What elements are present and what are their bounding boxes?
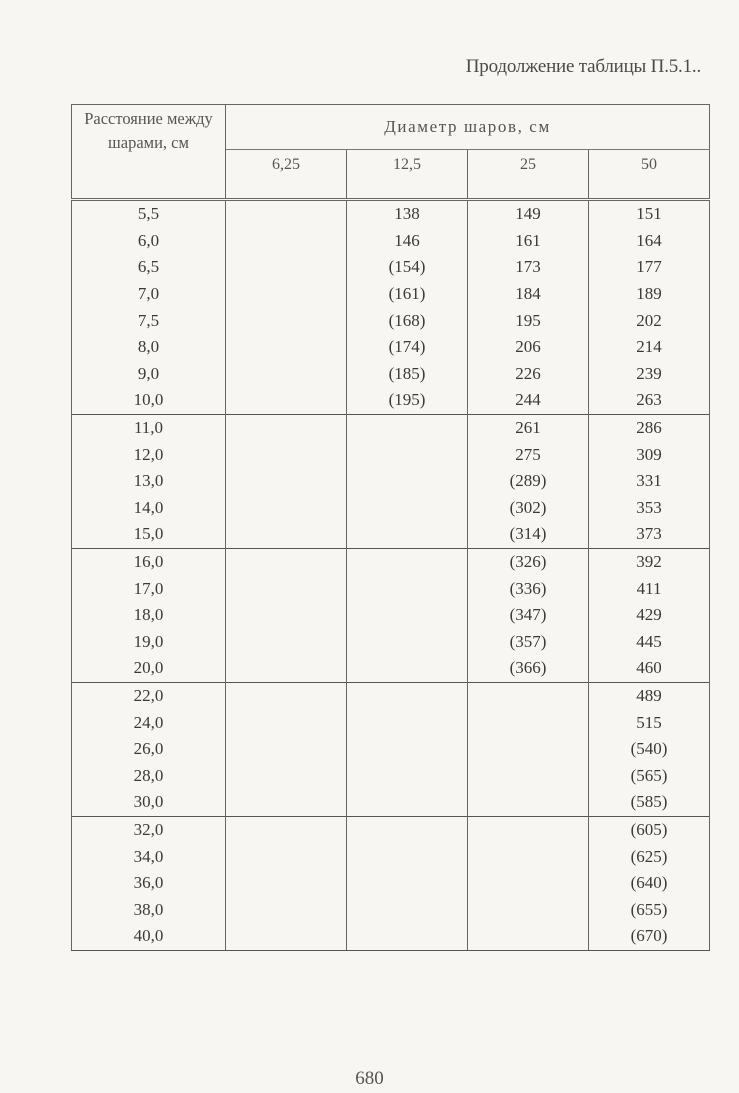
diameter-header-12-5: 12,5: [347, 150, 468, 200]
distance-cell: 34,0: [72, 843, 226, 870]
distance-cell: 9,0: [72, 361, 226, 388]
voltage-cell: [226, 334, 347, 361]
voltage-cell: [226, 361, 347, 388]
voltage-cell: (195): [347, 387, 468, 414]
voltage-cell: [347, 736, 468, 763]
distance-cell: 13,0: [72, 468, 226, 495]
voltage-cell: [347, 682, 468, 709]
table-row: [72, 334, 710, 361]
distance-cell: 14,0: [72, 495, 226, 522]
voltage-cell: [226, 789, 347, 816]
table-row: [72, 414, 710, 441]
distance-cell: 6,5: [72, 254, 226, 281]
voltage-cell: [347, 655, 468, 682]
distance-cell: 10,0: [72, 387, 226, 414]
table-row: [72, 521, 710, 548]
table-row: [72, 789, 710, 816]
voltage-cell: 445: [589, 629, 710, 656]
table-row: [72, 441, 710, 468]
table-row: [72, 896, 710, 923]
voltage-cell: 226: [468, 361, 589, 388]
voltage-cell: [347, 441, 468, 468]
table-row: [72, 602, 710, 629]
voltage-cell: [226, 602, 347, 629]
voltage-cell: [226, 414, 347, 441]
voltage-cell: 149: [468, 200, 589, 228]
table-row: [72, 228, 710, 255]
voltage-cell: (366): [468, 655, 589, 682]
voltage-cell: (168): [347, 307, 468, 334]
distance-cell: 38,0: [72, 896, 226, 923]
table-row: [72, 682, 710, 709]
voltage-cell: 353: [589, 495, 710, 522]
voltage-cell: [226, 307, 347, 334]
voltage-cell: [468, 762, 589, 789]
distance-cell: 7,5: [72, 307, 226, 334]
voltage-cell: [468, 736, 589, 763]
voltage-cell: 206: [468, 334, 589, 361]
voltage-cell: 214: [589, 334, 710, 361]
voltage-cell: [347, 602, 468, 629]
table-row: [72, 307, 710, 334]
table-row: [72, 762, 710, 789]
voltage-cell: 489: [589, 682, 710, 709]
column-group-header-diameter: Диаметр шаров, см: [226, 105, 710, 150]
table-row: [72, 709, 710, 736]
distance-cell: 16,0: [72, 548, 226, 575]
voltage-cell: 515: [589, 709, 710, 736]
voltage-cell: 261: [468, 414, 589, 441]
voltage-cell: 161: [468, 228, 589, 255]
voltage-cell: (174): [347, 334, 468, 361]
voltage-cell: [226, 495, 347, 522]
distance-cell: 36,0: [72, 870, 226, 897]
voltage-cell: (540): [589, 736, 710, 763]
voltage-cell: 263: [589, 387, 710, 414]
voltage-cell: [226, 709, 347, 736]
voltage-cell: 286: [589, 414, 710, 441]
voltage-cell: [347, 709, 468, 736]
table-body: [72, 200, 710, 951]
voltage-cell: [226, 896, 347, 923]
voltage-cell: (585): [589, 789, 710, 816]
distance-cell: 11,0: [72, 414, 226, 441]
breakdown-voltage-table: [71, 104, 710, 951]
voltage-cell: [226, 843, 347, 870]
voltage-cell: [226, 736, 347, 763]
voltage-cell: [347, 468, 468, 495]
voltage-cell: [468, 843, 589, 870]
distance-cell: 32,0: [72, 816, 226, 843]
voltage-cell: [347, 495, 468, 522]
voltage-cell: (640): [589, 870, 710, 897]
table-row: [72, 655, 710, 682]
voltage-cell: 460: [589, 655, 710, 682]
voltage-cell: 164: [589, 228, 710, 255]
table-row: [72, 281, 710, 308]
table-row: [72, 254, 710, 281]
voltage-cell: [347, 789, 468, 816]
voltage-cell: 138: [347, 200, 468, 228]
distance-cell: 18,0: [72, 602, 226, 629]
distance-cell: 6,0: [72, 228, 226, 255]
voltage-cell: [226, 816, 347, 843]
distance-cell: 22,0: [72, 682, 226, 709]
voltage-cell: 239: [589, 361, 710, 388]
distance-cell: 19,0: [72, 629, 226, 656]
voltage-cell: [226, 762, 347, 789]
voltage-cell: [226, 468, 347, 495]
voltage-cell: [226, 655, 347, 682]
voltage-cell: (289): [468, 468, 589, 495]
table-row: [72, 923, 710, 950]
voltage-cell: 331: [589, 468, 710, 495]
voltage-cell: [226, 682, 347, 709]
voltage-cell: 195: [468, 307, 589, 334]
distance-cell: 20,0: [72, 655, 226, 682]
voltage-cell: (314): [468, 521, 589, 548]
voltage-cell: (154): [347, 254, 468, 281]
voltage-cell: (670): [589, 923, 710, 950]
voltage-cell: [226, 200, 347, 228]
table-row: [72, 575, 710, 602]
page-number: 680: [355, 1068, 384, 1089]
distance-cell: 30,0: [72, 789, 226, 816]
voltage-cell: [347, 923, 468, 950]
voltage-cell: [468, 682, 589, 709]
voltage-cell: (357): [468, 629, 589, 656]
voltage-cell: 411: [589, 575, 710, 602]
voltage-cell: [347, 816, 468, 843]
table-continuation-caption: Продолжение таблицы П.5.1..: [465, 56, 701, 77]
distance-cell: 12,0: [72, 441, 226, 468]
voltage-cell: [347, 548, 468, 575]
voltage-cell: 275: [468, 441, 589, 468]
voltage-cell: 184: [468, 281, 589, 308]
table-row: [72, 495, 710, 522]
table-row: [72, 629, 710, 656]
diameter-header-25: 25: [468, 150, 589, 200]
voltage-cell: [468, 870, 589, 897]
distance-cell: 8,0: [72, 334, 226, 361]
voltage-cell: 151: [589, 200, 710, 228]
voltage-cell: (625): [589, 843, 710, 870]
diameter-header-6-25: 6,25: [226, 150, 347, 200]
voltage-cell: [347, 896, 468, 923]
voltage-cell: [226, 387, 347, 414]
voltage-cell: [347, 843, 468, 870]
voltage-cell: [468, 709, 589, 736]
voltage-cell: 173: [468, 254, 589, 281]
table-row: [72, 361, 710, 388]
voltage-cell: 309: [589, 441, 710, 468]
table-row: [72, 816, 710, 843]
distance-cell: 15,0: [72, 521, 226, 548]
voltage-cell: [347, 575, 468, 602]
distance-cell: 7,0: [72, 281, 226, 308]
distance-cell: 28,0: [72, 762, 226, 789]
voltage-cell: [347, 762, 468, 789]
table-row: [72, 468, 710, 495]
distance-cell: 26,0: [72, 736, 226, 763]
table-row: [72, 548, 710, 575]
voltage-cell: [347, 629, 468, 656]
voltage-cell: (336): [468, 575, 589, 602]
voltage-cell: (161): [347, 281, 468, 308]
voltage-cell: [226, 521, 347, 548]
voltage-cell: [347, 870, 468, 897]
distance-cell: 5,5: [72, 200, 226, 228]
voltage-cell: 177: [589, 254, 710, 281]
distance-cell: 40,0: [72, 923, 226, 950]
voltage-cell: [226, 548, 347, 575]
voltage-cell: (185): [347, 361, 468, 388]
distance-cell: 24,0: [72, 709, 226, 736]
table-row: [72, 200, 710, 228]
voltage-cell: [226, 254, 347, 281]
table-row: [72, 843, 710, 870]
voltage-cell: (302): [468, 495, 589, 522]
voltage-cell: [226, 228, 347, 255]
voltage-cell: 429: [589, 602, 710, 629]
table-row: [72, 387, 710, 414]
voltage-cell: 244: [468, 387, 589, 414]
voltage-cell: 146: [347, 228, 468, 255]
voltage-cell: 202: [589, 307, 710, 334]
voltage-cell: (565): [589, 762, 710, 789]
voltage-cell: [226, 870, 347, 897]
voltage-cell: [226, 575, 347, 602]
table-row: [72, 870, 710, 897]
voltage-cell: 392: [589, 548, 710, 575]
table-row: [72, 736, 710, 763]
voltage-cell: (347): [468, 602, 589, 629]
voltage-cell: [226, 629, 347, 656]
voltage-cell: [347, 521, 468, 548]
voltage-cell: [468, 896, 589, 923]
distance-cell: 17,0: [72, 575, 226, 602]
voltage-cell: [468, 816, 589, 843]
diameter-header-50: 50: [589, 150, 710, 200]
voltage-cell: [226, 923, 347, 950]
voltage-cell: (605): [589, 816, 710, 843]
voltage-cell: (326): [468, 548, 589, 575]
voltage-cell: (655): [589, 896, 710, 923]
voltage-cell: [226, 441, 347, 468]
row-header-distance: Расстояние между шарами, см: [72, 105, 226, 200]
voltage-cell: [468, 789, 589, 816]
voltage-cell: 373: [589, 521, 710, 548]
voltage-cell: [347, 414, 468, 441]
voltage-cell: 189: [589, 281, 710, 308]
voltage-cell: [468, 923, 589, 950]
voltage-cell: [226, 281, 347, 308]
